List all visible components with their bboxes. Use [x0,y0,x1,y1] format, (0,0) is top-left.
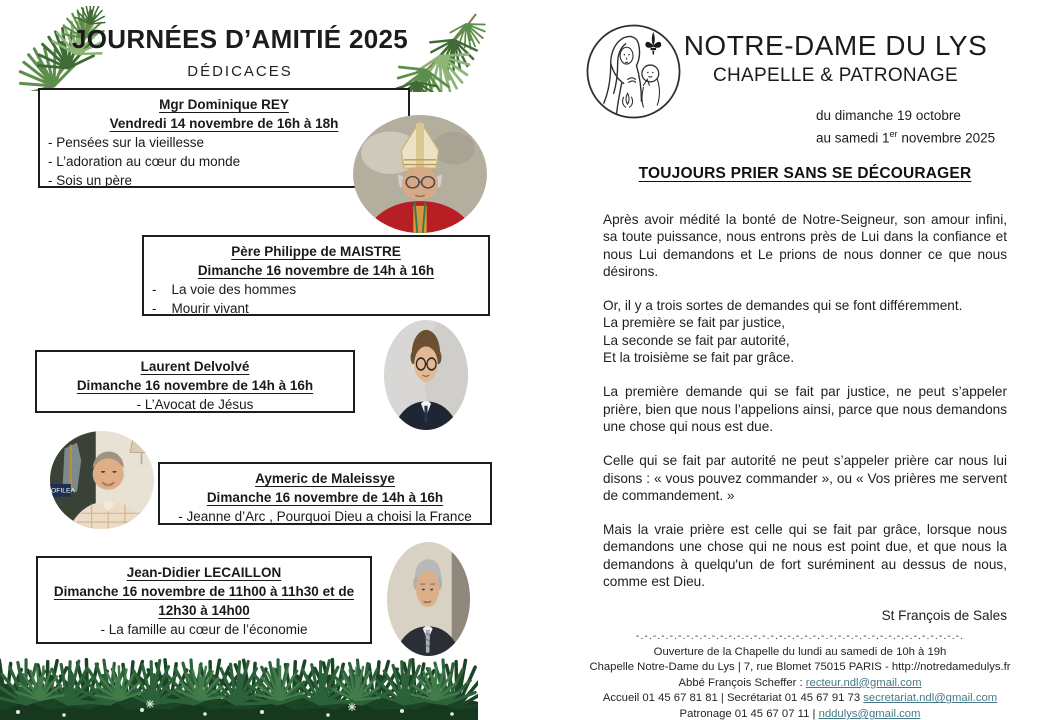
patronage-email-link[interactable]: nddulys@gmail.com [818,707,921,720]
paragraph: La première demande qui se fait par justice, ne peut s’appeler prière, bien que nous l’appelions ainsi, parce que nous demandons une chose qui nous est due. [603,384,1007,434]
event-speaker: Jean-Didier LECAILLON [126,565,282,580]
footer-phones-line: Accueil 01 45 67 81 81 | Secrétariat 01 45 67 91 73 secretariat.ndl@gmail.com [602,692,998,705]
event-topic: - La voie des hommes [152,282,297,297]
event-topic: - Sois un père [48,173,133,188]
footer-rector-line: Abbé François Scheffer : recteur.ndl@gmail.com [678,676,922,689]
footer-opening-hours: Ouverture de la Chapelle du lundi au samedi de 10h à 19h [653,645,947,658]
event-topic: - L’Avocat de Jésus [136,397,254,412]
footer-address: Chapelle Notre-Dame du Lys | 7, rue Blomet 75015 PARIS - http://notredamedulys.fr [589,661,1011,674]
event-speaker: Aymeric de Maleissye [255,471,395,486]
event-datetime: Vendredi 14 novembre de 16h à 18h [109,116,339,131]
event-speaker: Père Philippe de MAISTRE [231,244,401,259]
event-card-laurent-delvolve [35,350,355,413]
date-range-line1: du dimanche 19 octobre [816,108,961,123]
signature: St François de Sales [881,608,1007,624]
date-range-line2: au samedi 1er novembre 2025 [816,129,996,146]
footer-patronage-line: Patronage 01 45 67 07 11 | nddulys@gmail.com [679,707,921,720]
recteur-email-link[interactable]: recteur.ndl@gmail.com [805,676,922,689]
fir-garland [0,652,478,720]
photo-mgr-dominique-rey [353,115,487,233]
event-datetime: Dimanche 16 novembre de 11h00 à 11h30 et de 12h30 à 14h00 [53,584,355,618]
event-datetime: Dimanche 16 novembre de 14h à 16h [76,378,314,393]
event-topic: - Jeanne d’Arc , Pourquoi Dieu a choisi la France [178,509,472,524]
paragraph: Mais la vraie prière est celle qui se fait par grâce, lorsque nous demandons une chose qui ne nous est point due, et que nous la demandons à quelqu'un de fort suréminent au dessus de nous, comme est Dieu. [603,522,1007,590]
event-topic: - La famille au cœur de l’économie [100,622,308,637]
event-card-pere-de-maistre [142,235,490,316]
page-title: JOURNÉES D’AMITIÉ 2025 [71,24,409,54]
secretariat-email-link[interactable]: secretariat.ndl@gmail.com [863,692,998,705]
footer [560,629,1040,720]
photo-jean-didier-lecaillon [387,542,470,656]
date-range [816,107,995,148]
page-subtitle: DÉDICACES [187,63,293,80]
event-card-aymeric-de-maleissye [158,462,492,525]
article-body [603,211,1007,625]
header [663,30,1008,87]
event-topic: - Mourir vivant [152,301,249,316]
organization-title: NOTRE-DAME DU LYS [683,30,988,61]
event-datetime: Dimanche 16 novembre de 14h à 16h [206,490,444,505]
paragraph: Or, il y a trois sortes de demandes qui se font différemment. La première se fait par justice, La seconde se fait par autorité, Et la troisième se fait par grâce. [603,298,963,366]
event-datetime: Dimanche 16 novembre de 14h à 16h [197,263,435,278]
organization-subtitle: CHAPELLE & PATRONAGE [713,65,958,86]
event-topic: - Pensées sur la vieillesse [48,135,205,150]
photo-aymeric-de-maleissye [50,431,154,529]
event-speaker: Mgr Dominique REY [159,97,289,112]
page-right [560,0,1040,720]
event-speaker: Laurent Delvolvé [140,359,250,374]
photo-laurent-delvolve [384,320,468,430]
article-heading: TOUJOURS PRIER SANS SE DÉCOURAGER [638,165,972,182]
event-card-jean-didier-lecaillon [36,556,372,644]
paragraph: Celle qui se fait par autorité ne peut s’appeler prière car nous lui disons : « vous pouvez commander », ou « Vos prières me servent de commandement. » [603,453,1007,503]
paragraph: Après avoir médité la bonté de Notre-Seigneur, son amour infini, sa toute puissance, nous entrons près de Lui dans la confiance et nous Lui demandons et Le prions de nous donner ce que nous désirons. [603,212,1007,279]
photo-text-fragment: OFILEA [51,487,76,495]
footer-divider: -.-.-.-.-.-.-.-.-.-.-.-.-.-.-.-.-.-.-.-.-.-.-.-.-.-.-.-.-.-.-.-.-.-.-.-.-.-.-. [635,630,965,642]
event-topic: - L’adoration au cœur du monde [48,154,241,169]
